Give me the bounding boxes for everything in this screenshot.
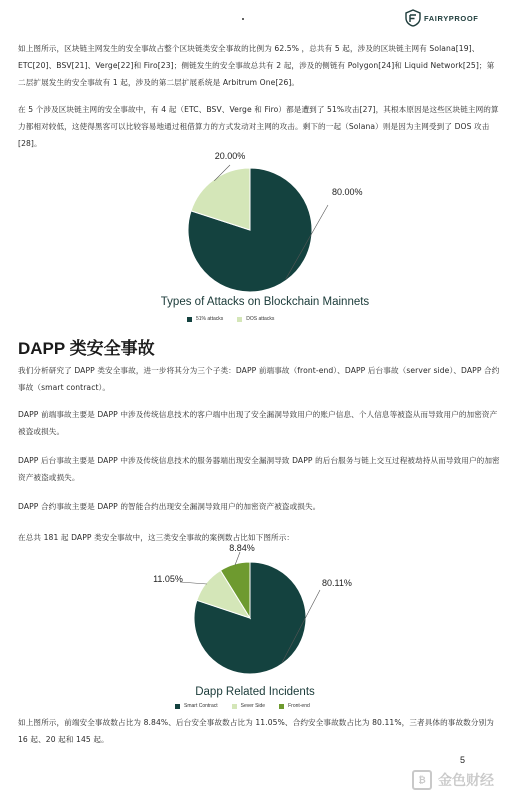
paragraph-text: DAPP 合约事故主要是 DAPP 的智能合约出现安全漏洞导致用户的加密资产被盗或损失。 xyxy=(18,502,321,511)
legend-item-server-side xyxy=(232,703,265,709)
legend-label: Smart Contract xyxy=(184,703,218,709)
header-dot xyxy=(242,18,244,20)
paragraph-text: 如上图所示，前端安全事故数占比为 8.84%、后台安全事故数占比为 11.05%、合约安全事故数占比为 80.11%，三者具体的事故数分别为 16 起、20 起和 145 起。 xyxy=(18,718,494,744)
watermark-text: 金色财经 xyxy=(438,773,494,789)
pie-value-label: 8.84% xyxy=(229,543,255,553)
legend-label: Sever Side xyxy=(240,703,266,709)
paragraph-text: 在总共 181 起 DAPP 类安全事故中，这三类安全事故的案例数占比如下图所示： xyxy=(18,533,295,542)
paragraph-dapp-backend xyxy=(18,452,500,486)
paragraph-text: 如上图所示，区块链主网发生的安全事故占整个区块链类安全事故的比例为 62.5% ，总共有 5 起，涉及的区块链主网有 Solana[19]、ETC[20]、BSV[21]、Verge[22]和 Firo[23]；侧链发生的安全事故总共有 2 起，涉及的侧链有 Polygon[24]和 Liquid Network[25]；第二层扩展发生的安全事故有 1 起，涉及的第二层扩展系统是 Arbitrum One[26]。 xyxy=(18,44,495,87)
watermark-logo-icon: ₿ xyxy=(412,770,432,790)
chart-title-mainnet-attacks: Types of Attacks on Blockchain Mainnets xyxy=(160,296,370,308)
leader-line xyxy=(180,582,207,584)
pie-chart-mainnet-attacks xyxy=(160,145,380,295)
legend-label: 51% attacks xyxy=(196,316,224,322)
pie-value-label: 11.05% xyxy=(153,574,183,584)
legend-item-51-attacks xyxy=(187,316,223,322)
legend-swatch xyxy=(232,704,237,709)
pie-value-label: 80.00% xyxy=(332,187,363,197)
watermark xyxy=(412,770,494,790)
paragraph-text: DAPP 前端事故主要是 DAPP 中涉及传统信息技术的客户端中出现了安全漏洞导致用户的账户信息、个人信息等被盗从而导致用户的加密资产被盗或损失。 xyxy=(18,410,498,436)
legend-item-smart-contract xyxy=(175,703,218,709)
legend-mainnet-attacks xyxy=(187,316,288,322)
paragraph-dapp-categories xyxy=(18,362,500,396)
legend-label: DOS attacks xyxy=(246,316,275,322)
legend-swatch xyxy=(279,704,284,709)
fairyproof-logo xyxy=(405,8,478,28)
legend-label: Front-end xyxy=(288,703,310,709)
legend-swatch xyxy=(175,704,180,709)
legend-item-front-end xyxy=(279,703,310,709)
legend-swatch xyxy=(187,317,192,322)
pie-value-label: 80.11% xyxy=(322,578,352,588)
paragraph-dapp-frontend xyxy=(18,406,500,440)
logo-text: FAIRYPROOF xyxy=(424,13,479,23)
paragraph-mainnet-summary xyxy=(18,40,500,91)
pie-value-label: 20.00% xyxy=(214,151,246,161)
legend-dapp-incidents xyxy=(175,703,324,709)
section-heading-dapp: DAPP 类安全事故 xyxy=(18,339,155,358)
paragraph-text: 我们分析研究了 DAPP 类安全事故，进一步将其分为三个子类：DAPP 前端事故（front-end）、DAPP 后台事故（server side）、DAPP 合约事故（smart contract）。 xyxy=(18,366,500,392)
pie-chart-dapp-incidents xyxy=(120,538,380,680)
legend-swatch xyxy=(237,317,242,322)
page-number: 5 xyxy=(460,755,466,765)
paragraph-dapp-conclusion xyxy=(18,714,500,748)
paragraph-text: DAPP 后台事故主要是 DAPP 中涉及传统信息技术的服务器端出现安全漏洞导致 DAPP 的后台服务与链上交互过程被劫持从而导致用户的加密资产被盗或损失。 xyxy=(18,456,500,482)
shield-logo-icon xyxy=(405,9,421,27)
paragraph-text: 在 5 个涉及区块链主网的安全事故中，有 4 起（ETC、BSV、Verge 和 Firo）都是遭到了 51%攻击[27]，其根本原因是这些区块链主网的算力都相对较低，这使得黑客可以比较容易地通过租借算力的方式发动对主网的攻击。剩下的一起（Solana）则是因为主网受到了 DOS 攻击[28]。 xyxy=(18,105,499,148)
chart-title-dapp-incidents: Dapp Related Incidents xyxy=(195,686,315,698)
paragraph-dapp-contract xyxy=(18,498,500,515)
legend-item-dos-attacks xyxy=(237,316,274,322)
